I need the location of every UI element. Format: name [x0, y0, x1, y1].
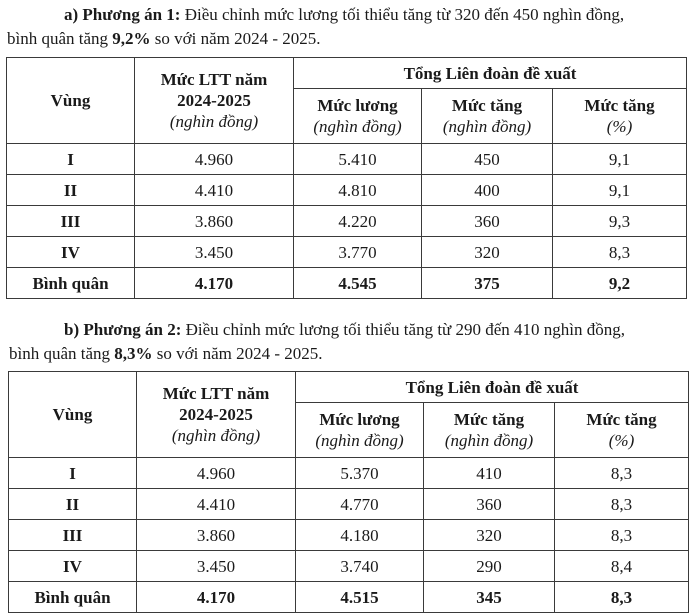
header-group: Tổng Liên đoàn đề xuất: [294, 58, 687, 89]
cell-luong: 4.220: [294, 206, 422, 237]
header-muc-tang-pct-label: Mức tăng: [584, 96, 655, 115]
cell-ltt: 3.450: [137, 551, 296, 582]
cell-pct: 8,3: [553, 237, 687, 268]
cell-vung: II: [9, 489, 137, 520]
section-a-line-2: [0, 27, 624, 51]
cell-pct: 8,3: [555, 489, 689, 520]
cell-luong: 4.770: [296, 489, 424, 520]
table-row: [9, 489, 689, 520]
section-a-average-pct: 9,2%: [112, 29, 151, 48]
cell-tang: 290: [424, 551, 555, 582]
section-b-average-pct: 8,3%: [114, 344, 153, 363]
cell-ltt: 4.410: [137, 489, 296, 520]
header-ltt-unit: (nghìn đồng): [169, 112, 259, 131]
table-row: [9, 520, 689, 551]
cell-pct: 8,4: [555, 551, 689, 582]
cell-vung: IV: [7, 237, 135, 268]
cell-ltt: 4.410: [135, 175, 294, 206]
wage-table-option-2: [8, 371, 689, 613]
section-b-intro: [0, 318, 625, 366]
cell-pct-total: 8,3: [555, 582, 689, 613]
header-ltt-line1: Mức LTT năm: [162, 384, 270, 403]
cell-pct: 9,1: [553, 175, 687, 206]
cell-vung: II: [7, 175, 135, 206]
header-muc-tang-pct-unit: (%): [608, 431, 635, 450]
section-b-line2-post: so với năm 2024 - 2025.: [152, 344, 323, 363]
section-b-text: Điều chỉnh mức lương tối thiểu tăng từ 290 đến 410 nghìn đồng,: [181, 320, 626, 339]
cell-pct: 8,3: [555, 458, 689, 489]
section-a-line2-pre: bình quân tăng: [7, 29, 113, 48]
table-row: [9, 551, 689, 582]
header-muc-luong-label: Mức lương: [317, 96, 398, 115]
header-muc-tang-label: Mức tăng: [453, 410, 525, 429]
table-row: [7, 206, 687, 237]
section-a-line-1: [0, 3, 624, 27]
header-ltt-line2: 2024-2025: [179, 405, 253, 424]
header-muc-luong: [296, 403, 424, 458]
table-row: [7, 175, 687, 206]
cell-tang-total: 375: [422, 268, 553, 299]
header-group: Tổng Liên đoàn đề xuất: [296, 372, 689, 403]
section-a-intro: [0, 3, 624, 51]
cell-luong: 4.810: [294, 175, 422, 206]
cell-tang: 360: [422, 206, 553, 237]
cell-ltt-total: 4.170: [135, 268, 294, 299]
header-vung: Vùng: [7, 58, 135, 144]
cell-ltt: 4.960: [135, 144, 294, 175]
section-b-line-2: [0, 342, 625, 366]
cell-vung: I: [7, 144, 135, 175]
table-total-row: [7, 268, 687, 299]
header-ltt-line2: 2024-2025: [177, 91, 251, 110]
header-muc-luong-unit: (nghìn đồng): [313, 117, 402, 136]
header-muc-luong-label: Mức lương: [319, 410, 400, 429]
cell-luong-total: 4.515: [296, 582, 424, 613]
cell-tang: 320: [422, 237, 553, 268]
header-muc-tang-pct: [555, 403, 689, 458]
section-a-text: Điều chỉnh mức lương tối thiểu tăng từ 320 đến 450 nghìn đồng,: [180, 5, 625, 24]
header-muc-tang: [422, 89, 553, 144]
wage-table-option-1: [6, 57, 687, 299]
table-total-row: [9, 582, 689, 613]
header-muc-tang-unit: (nghìn đồng): [444, 431, 534, 450]
table-row: [9, 458, 689, 489]
header-muc-tang-label: Mức tăng: [451, 96, 523, 115]
table-row: [7, 237, 687, 268]
header-muc-luong: [294, 89, 422, 144]
cell-luong: 4.180: [296, 520, 424, 551]
section-b-label: b) Phương án 2:: [64, 320, 182, 339]
header-ltt: [137, 372, 296, 458]
cell-vung: III: [7, 206, 135, 237]
cell-vung-total: Bình quân: [7, 268, 135, 299]
cell-luong: 5.370: [296, 458, 424, 489]
cell-luong: 3.770: [294, 237, 422, 268]
header-ltt-line1: Mức LTT năm: [160, 70, 268, 89]
header-vung: Vùng: [9, 372, 137, 458]
cell-ltt: 3.450: [135, 237, 294, 268]
cell-vung: I: [9, 458, 137, 489]
section-b-line2-pre: bình quân tăng: [9, 344, 115, 363]
cell-luong-total: 4.545: [294, 268, 422, 299]
cell-ltt: 4.960: [137, 458, 296, 489]
cell-pct: 9,1: [553, 144, 687, 175]
cell-ltt: 3.860: [135, 206, 294, 237]
cell-ltt: 3.860: [137, 520, 296, 551]
section-b-line-1: [0, 318, 625, 342]
header-muc-tang-pct: [553, 89, 687, 144]
cell-ltt-total: 4.170: [137, 582, 296, 613]
cell-tang: 320: [424, 520, 555, 551]
cell-vung-total: Bình quân: [9, 582, 137, 613]
cell-pct: 9,3: [553, 206, 687, 237]
cell-tang: 410: [424, 458, 555, 489]
cell-tang: 450: [422, 144, 553, 175]
section-a-label: a) Phương án 1:: [64, 5, 181, 24]
header-muc-tang: [424, 403, 555, 458]
cell-pct: 8,3: [555, 520, 689, 551]
cell-tang-total: 345: [424, 582, 555, 613]
cell-luong: 5.410: [294, 144, 422, 175]
cell-vung: III: [9, 520, 137, 551]
section-a-line2-post: so với năm 2024 - 2025.: [150, 29, 321, 48]
cell-vung: IV: [9, 551, 137, 582]
header-ltt-unit: (nghìn đồng): [171, 426, 261, 445]
header-muc-tang-unit: (nghìn đồng): [442, 117, 532, 136]
cell-tang: 400: [422, 175, 553, 206]
cell-pct-total: 9,2: [553, 268, 687, 299]
header-ltt: [135, 58, 294, 144]
cell-luong: 3.740: [296, 551, 424, 582]
cell-tang: 360: [424, 489, 555, 520]
header-muc-tang-pct-unit: (%): [606, 117, 633, 136]
header-muc-tang-pct-label: Mức tăng: [586, 410, 657, 429]
header-muc-luong-unit: (nghìn đồng): [315, 431, 404, 450]
table-row: [7, 144, 687, 175]
